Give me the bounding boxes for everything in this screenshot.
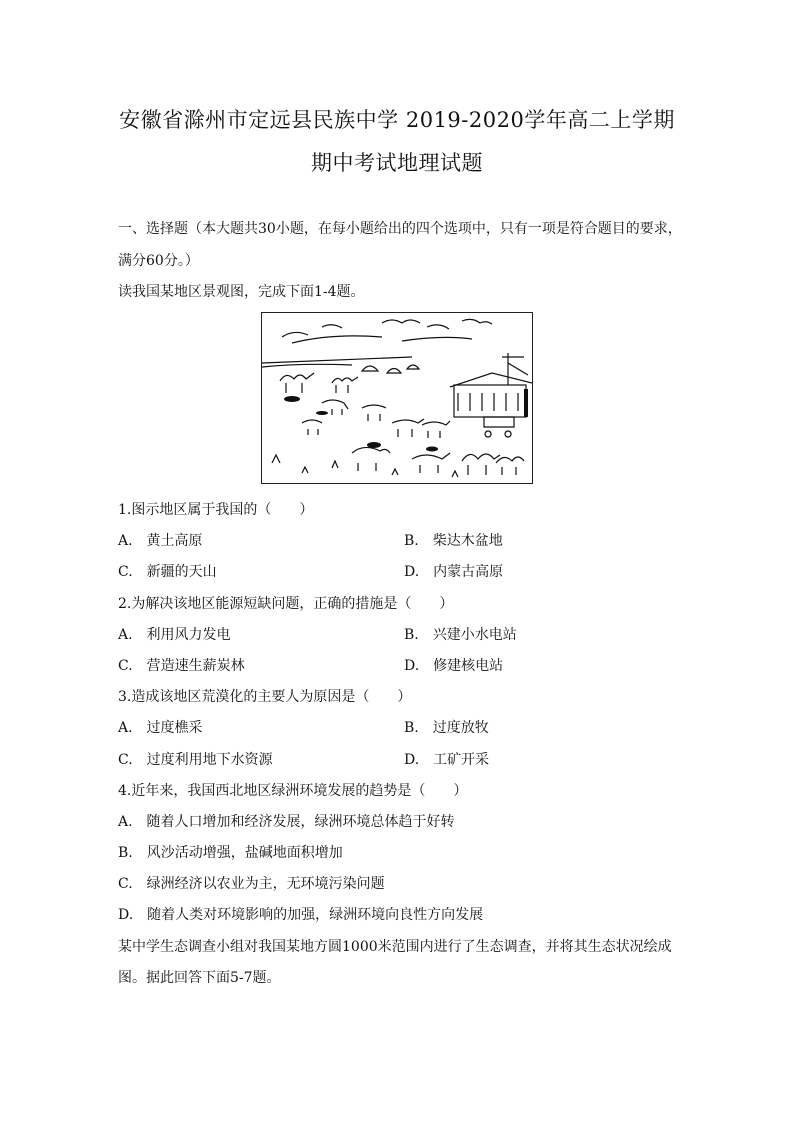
- closing-paragraph-line-2: 图。据此回答下面5-7题。: [118, 970, 281, 986]
- question-2-option-b: B. 兴建小水电站: [404, 627, 517, 643]
- question-1-option-b: B. 柴达木盆地: [404, 533, 503, 549]
- document-title-line-2: 期中考试地理试题: [311, 151, 483, 175]
- question-2-option-a: A. 利用风力发电: [118, 627, 231, 643]
- question-2-stem: 2.为解决该地区能源短缺问题，正确的措施是（ ）: [118, 596, 454, 612]
- question-3-option-d: D. 工矿开采: [404, 752, 490, 768]
- question-3-option-b: B. 过度放牧: [404, 720, 489, 736]
- section-intro-line-1: 一、选择题（本大题共30小题，在每小题给出的四个选项中，只有一项是符合题目的要求，: [118, 221, 682, 237]
- question-4-option-d: D. 随着人类对环境影响的加强，绿洲环境向良性方向发展: [118, 907, 484, 923]
- question-4-option-b: B. 风沙活动增强，盐碱地面积增加: [118, 845, 343, 861]
- question-1-option-a: A. 黄土高原: [118, 533, 203, 549]
- closing-paragraph-line-1: 某中学生态调查小组对我国某地方圆1000米范围内进行了生态调查，并将其生态状况绘成: [118, 939, 672, 955]
- question-4-stem: 4.近年来，我国西北地区绿洲环境发展的趋势是（ ）: [118, 783, 468, 799]
- section-intro-line-2: 满分60分。）: [118, 253, 199, 269]
- document-title-line-1: 安徽省滁州市定远县民族中学 2019-2020学年高二上学期: [119, 108, 675, 132]
- question-1-option-c: C. 新疆的天山: [118, 564, 217, 580]
- question-4-option-c: C. 绿洲经济以农业为主，无环境污染问题: [118, 876, 385, 892]
- question-1-option-d: D. 内蒙古高原: [404, 564, 504, 580]
- question-2-option-c: C. 营造速生薪炭林: [118, 658, 245, 674]
- landscape-figure: [261, 312, 533, 484]
- reading-prompt: 读我国某地区景观图，完成下面1-4题。: [118, 284, 365, 300]
- landscape-sketch: [262, 313, 532, 483]
- question-2-option-d: D. 修建核电站: [404, 658, 504, 674]
- question-3-stem: 3.造成该地区荒漠化的主要人为原因是（ ）: [118, 689, 412, 705]
- question-4-option-a: A. 随着人口增加和经济发展，绿洲环境总体趋于好转: [118, 814, 455, 830]
- question-1-stem: 1.图示地区属于我国的（ ）: [118, 502, 314, 518]
- question-3-option-c: C. 过度利用地下水资源: [118, 752, 273, 768]
- question-3-option-a: A. 过度樵采: [118, 720, 203, 736]
